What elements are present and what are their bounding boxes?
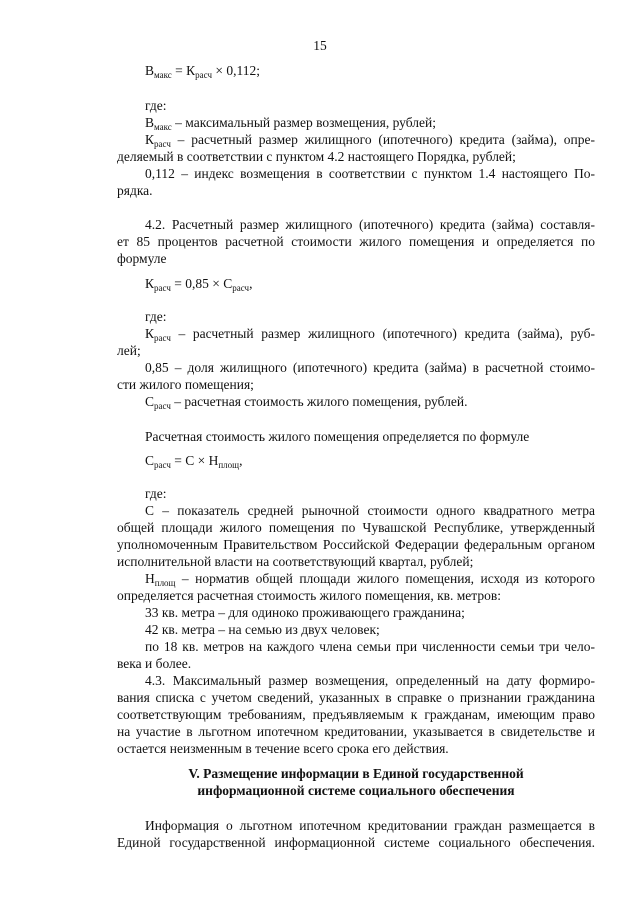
page-number: 15 xyxy=(313,38,327,53)
paragraph-line: Расчетная стоимость жилого помещения определяется по формуле xyxy=(145,429,530,444)
definition-line: 0,85 – доля жилищного (ипотечного) кредита (займа) в расчетной стоимо- xyxy=(145,360,595,375)
formula-housing-cost: $С_{расч} = С \times Н_{площ}$, xyxy=(145,453,243,470)
definition-line: С – показатель средней рыночной стоимости одного квадратного метра xyxy=(145,503,595,518)
where-label: где: xyxy=(145,486,167,501)
paragraph-line: Информация о льготном ипотечном кредитовании граждан размещается в xyxy=(145,818,595,833)
definition-line: деляемый в соответствии с пунктом 4.2 настоящего Порядка, рублей; xyxy=(117,149,516,164)
paragraph-line: соответствующим требованиям, предъявляемым к гражданам, имеющим право xyxy=(117,707,595,722)
definition-line: исполнительной власти на соответствующий квартал, рублей; xyxy=(117,554,474,569)
formula-credit: $К_{расч} = 0,85 \times С_{расч}$, xyxy=(145,276,253,293)
list-item: по 18 кв. метров на каждого члена семьи при численности семьи три чело- xyxy=(145,639,595,654)
definition-line: сти жилого помещения; xyxy=(117,377,254,392)
definition-line: определяется расчетная стоимость жилого помещения, кв. метров: xyxy=(117,588,501,603)
section-heading: информационной системе социального обеспечения xyxy=(197,783,515,798)
definition-line: $С_{расч}$ – расчетная стоимость жилого помещения, рублей. xyxy=(145,394,468,411)
paragraph-line: вания списка с учетом сведений, указанных в справке о признании гражданина xyxy=(117,690,595,705)
definition-line: $Н_{площ}$ – норматив общей площади жилого помещения, исходя из которого xyxy=(145,571,595,588)
formula-max-reimbursement: $В_{макс} = К_{расч} \times 0,112$; xyxy=(145,63,261,80)
list-item: 42 кв. метра – на семью из двух человек; xyxy=(145,622,380,637)
definition-line: уполномоченным Правительством Российской Федерации федеральным органом xyxy=(117,537,595,552)
definition-line: рядка. xyxy=(117,183,153,198)
definition-line: 0,112 – индекс возмещения в соответствии с пунктом 1.4 настоящего По- xyxy=(145,166,595,181)
paragraph-line: на участие в льготном ипотечном кредитовании, указывается в свидетельстве и xyxy=(117,724,595,739)
list-item: века и более. xyxy=(117,656,192,671)
definition-line: $В_{макс}$ – максимальный размер возмещения, рублей; xyxy=(145,115,436,132)
paragraph-line: Единой государственной информационной системе социального обеспечения. xyxy=(117,835,595,850)
where-label: где: xyxy=(145,309,167,324)
list-item: 33 кв. метра – для одиноко проживающего гражданина; xyxy=(145,605,465,620)
paragraph-line: остается неизменным в течение всего срока его действия. xyxy=(117,741,449,756)
paragraph-line: 4.3. Максимальный размер возмещения, определенный на дату формиро- xyxy=(145,673,595,688)
definition-line: $К_{расч}$ – расчетный размер жилищного (ипотечного) кредита (займа), руб- xyxy=(145,326,595,343)
paragraph-line: 4.2. Расчетный размер жилищного (ипотечного) кредита (займа) составля- xyxy=(145,217,595,232)
where-label: где: xyxy=(145,98,167,113)
paragraph-line: ет 85 процентов расчетной стоимости жилого помещения и определяется по xyxy=(117,234,595,249)
paragraph-line: формуле xyxy=(117,251,167,266)
definition-line: $К_{расч}$ – расчетный размер жилищного (ипотечного) кредита (займа), опре- xyxy=(145,132,595,149)
section-heading: V. Размещение информации в Единой государственной xyxy=(188,766,524,781)
definition-line: общей площади жилого помещения по Чувашской Республике, утвержденный xyxy=(117,520,595,535)
definition-line: лей; xyxy=(117,343,141,358)
